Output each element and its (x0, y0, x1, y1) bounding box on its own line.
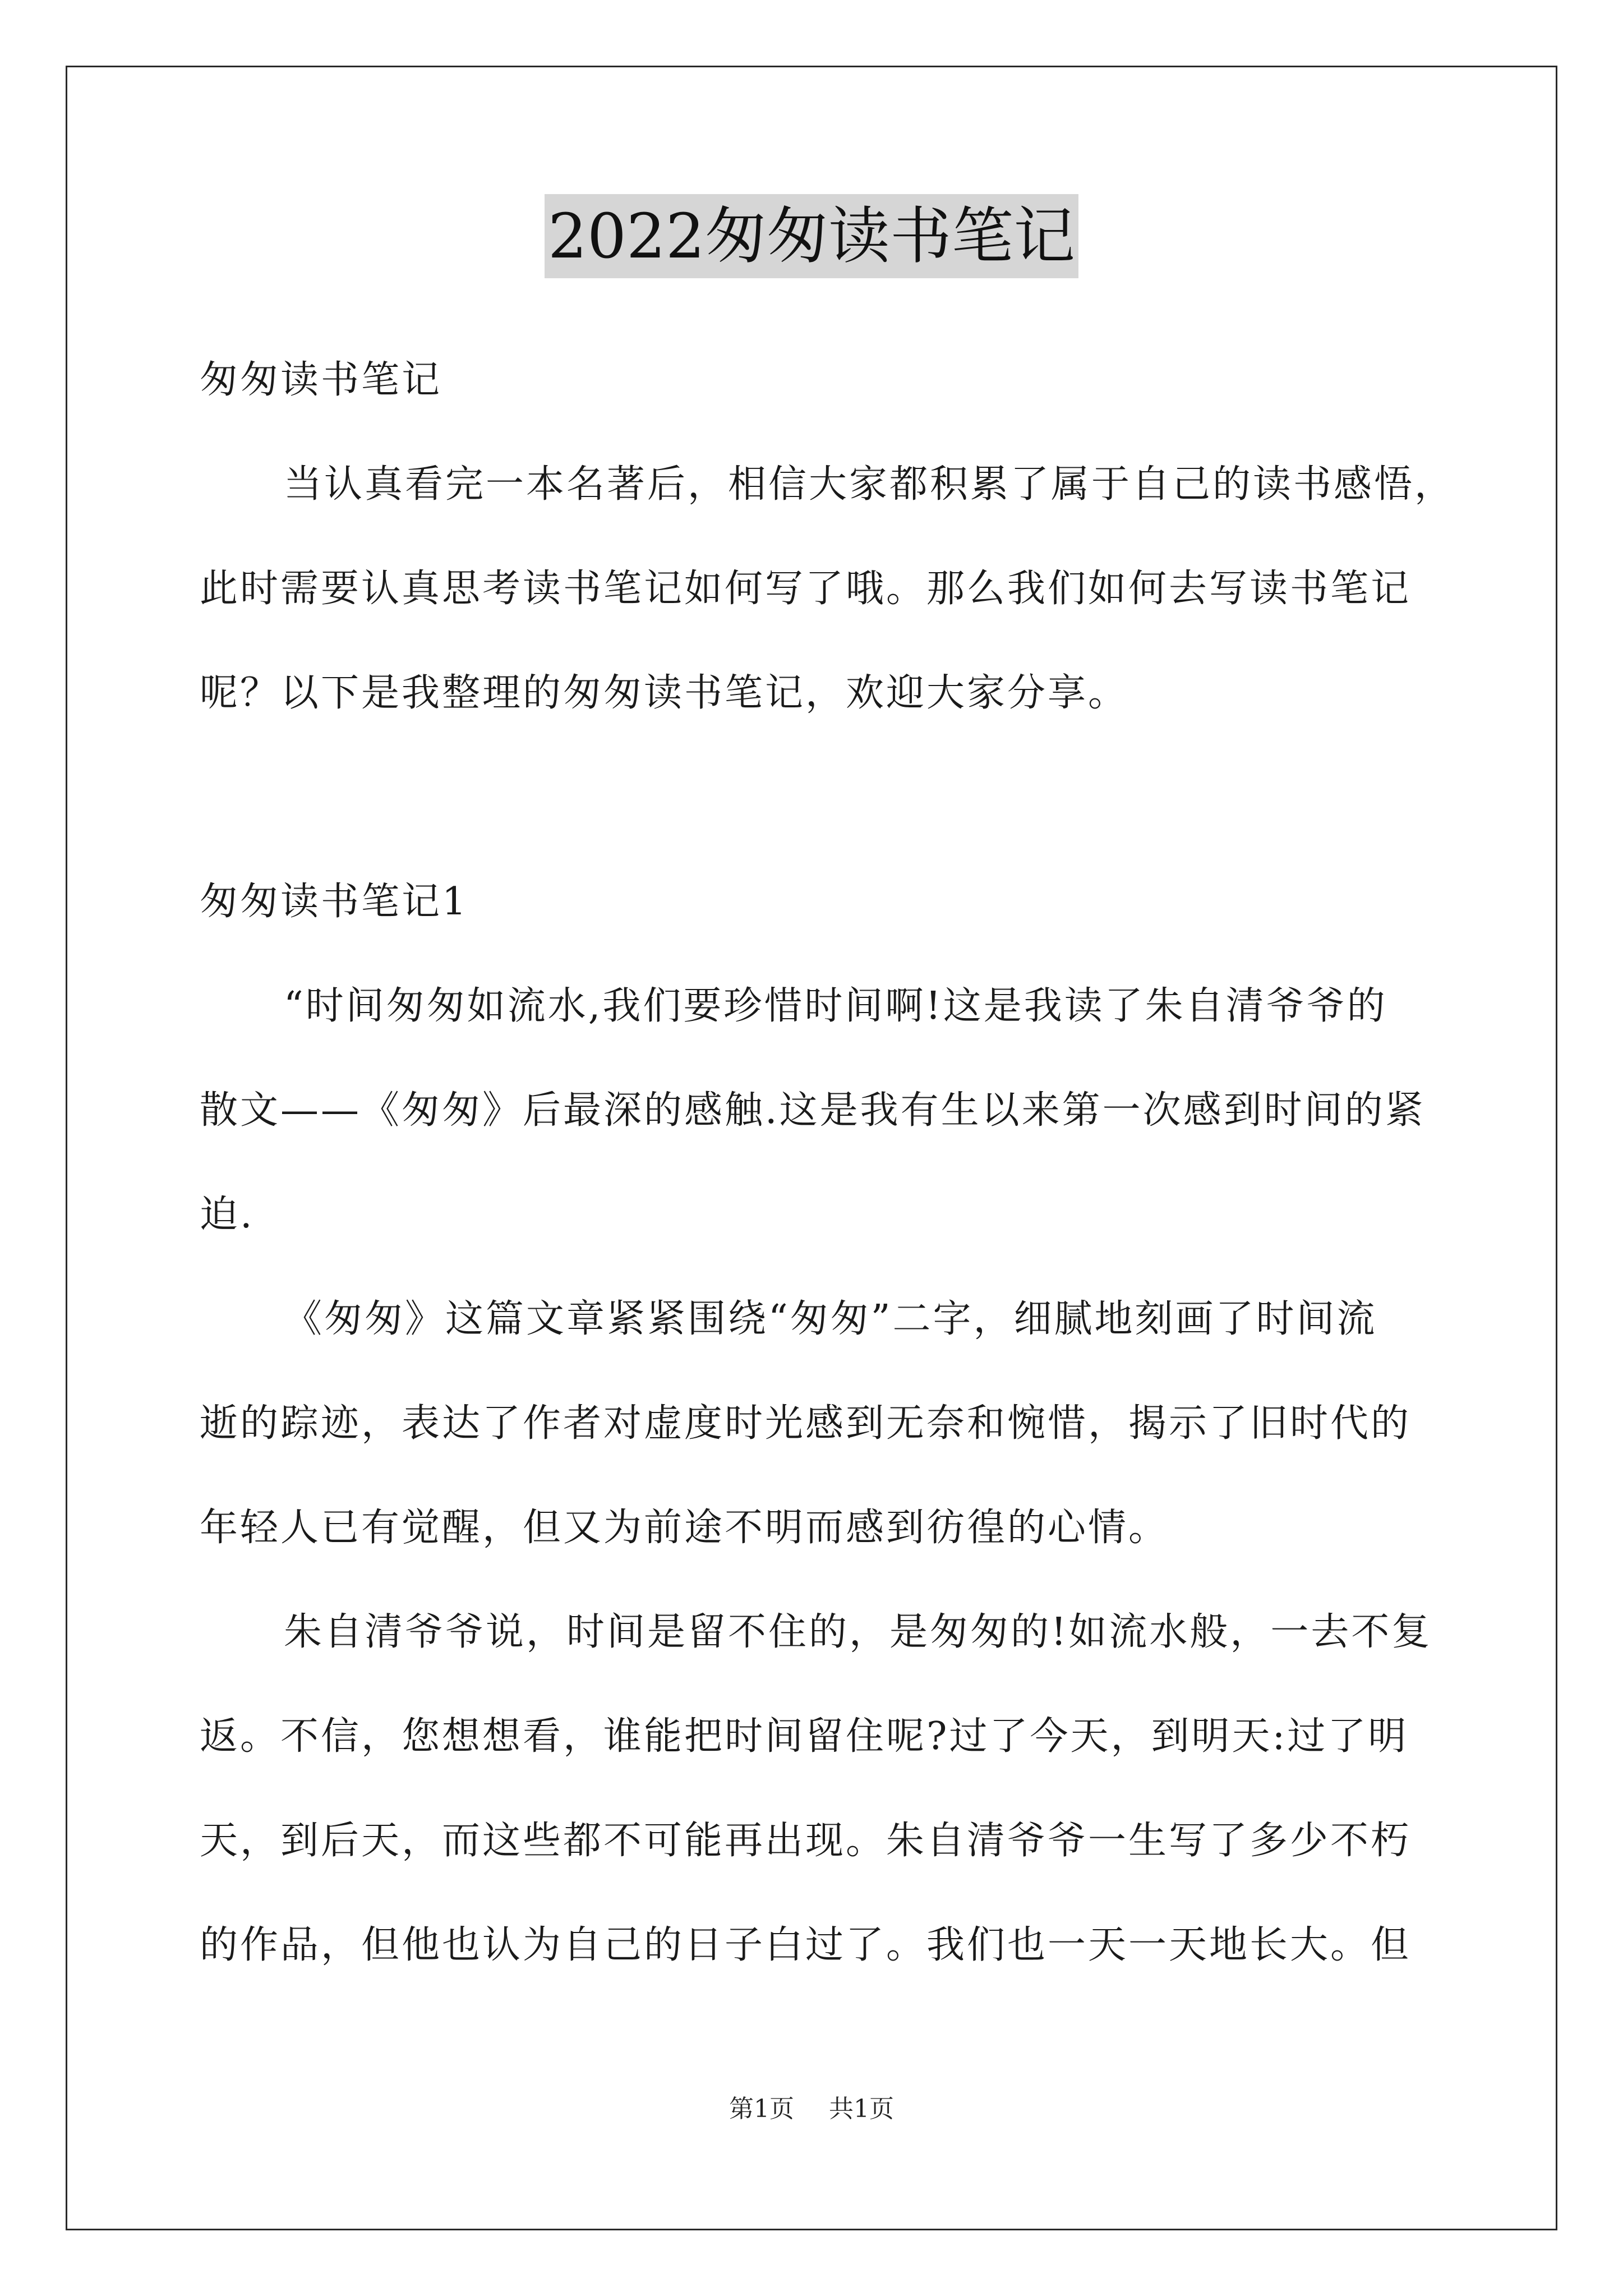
section-heading: 匆匆读书笔记1 (200, 880, 469, 924)
paragraph-line: 年轻人已有觉醒，但又为前途不明而感到彷徨的心情。 (200, 1506, 1169, 1550)
intro-line: 此时需要认真思考读书笔记如何写了哦。那么我们如何去写读书笔记 (200, 567, 1412, 611)
document-body (200, 328, 1455, 1998)
paragraph-line: 的作品，但他也认为自己的日子白过了。我们也一天一天地长大。但 (200, 1923, 1412, 1967)
paragraph-line: “时间匆匆如流水,我们要珍惜时间啊!这是我读了朱自清爷爷的 (284, 984, 1387, 1028)
page-number-current: 第1页 (729, 2095, 794, 2123)
paragraph-line: 天，到后天，而这些都不可能再出现。朱自清爷爷一生写了多少不朽 (200, 1819, 1412, 1863)
page-footer (0, 2092, 1623, 2126)
document-title: 2022匆匆读书笔记 (545, 194, 1078, 278)
paragraph-line: 逝的踪迹，表达了作者对虚度时光感到无奈和惋惜，揭示了旧时代的 (200, 1401, 1412, 1446)
intro-line: 呢？以下是我整理的匆匆读书笔记，欢迎大家分享。 (200, 671, 1129, 715)
blank-line (200, 746, 1433, 850)
paragraph-line: 迫. (200, 1193, 255, 1237)
title-container (0, 194, 1623, 278)
paragraph-line: 朱自清爷爷说，时间是留不住的，是匆匆的!如流水般，一去不复 (284, 1610, 1432, 1654)
intro-line: 当认真看完一本名著后，相信大家都积累了属于自己的读书感悟， (284, 462, 1455, 507)
paragraph-line: 《匆匆》这篇文章紧紧围绕“匆匆”二字，细腻地刻画了时间流 (284, 1297, 1377, 1341)
paragraph-line: 散文——《匆匆》后最深的感触.这是我有生以来第一次感到时间的紧 (200, 1088, 1426, 1133)
document-subtitle: 匆匆读书笔记 (200, 358, 442, 402)
paragraph-line: 返。不信，您想想看，谁能把时间留住呢?过了今天，到明天:过了明 (200, 1714, 1409, 1759)
page-number-total: 共1页 (829, 2095, 894, 2123)
